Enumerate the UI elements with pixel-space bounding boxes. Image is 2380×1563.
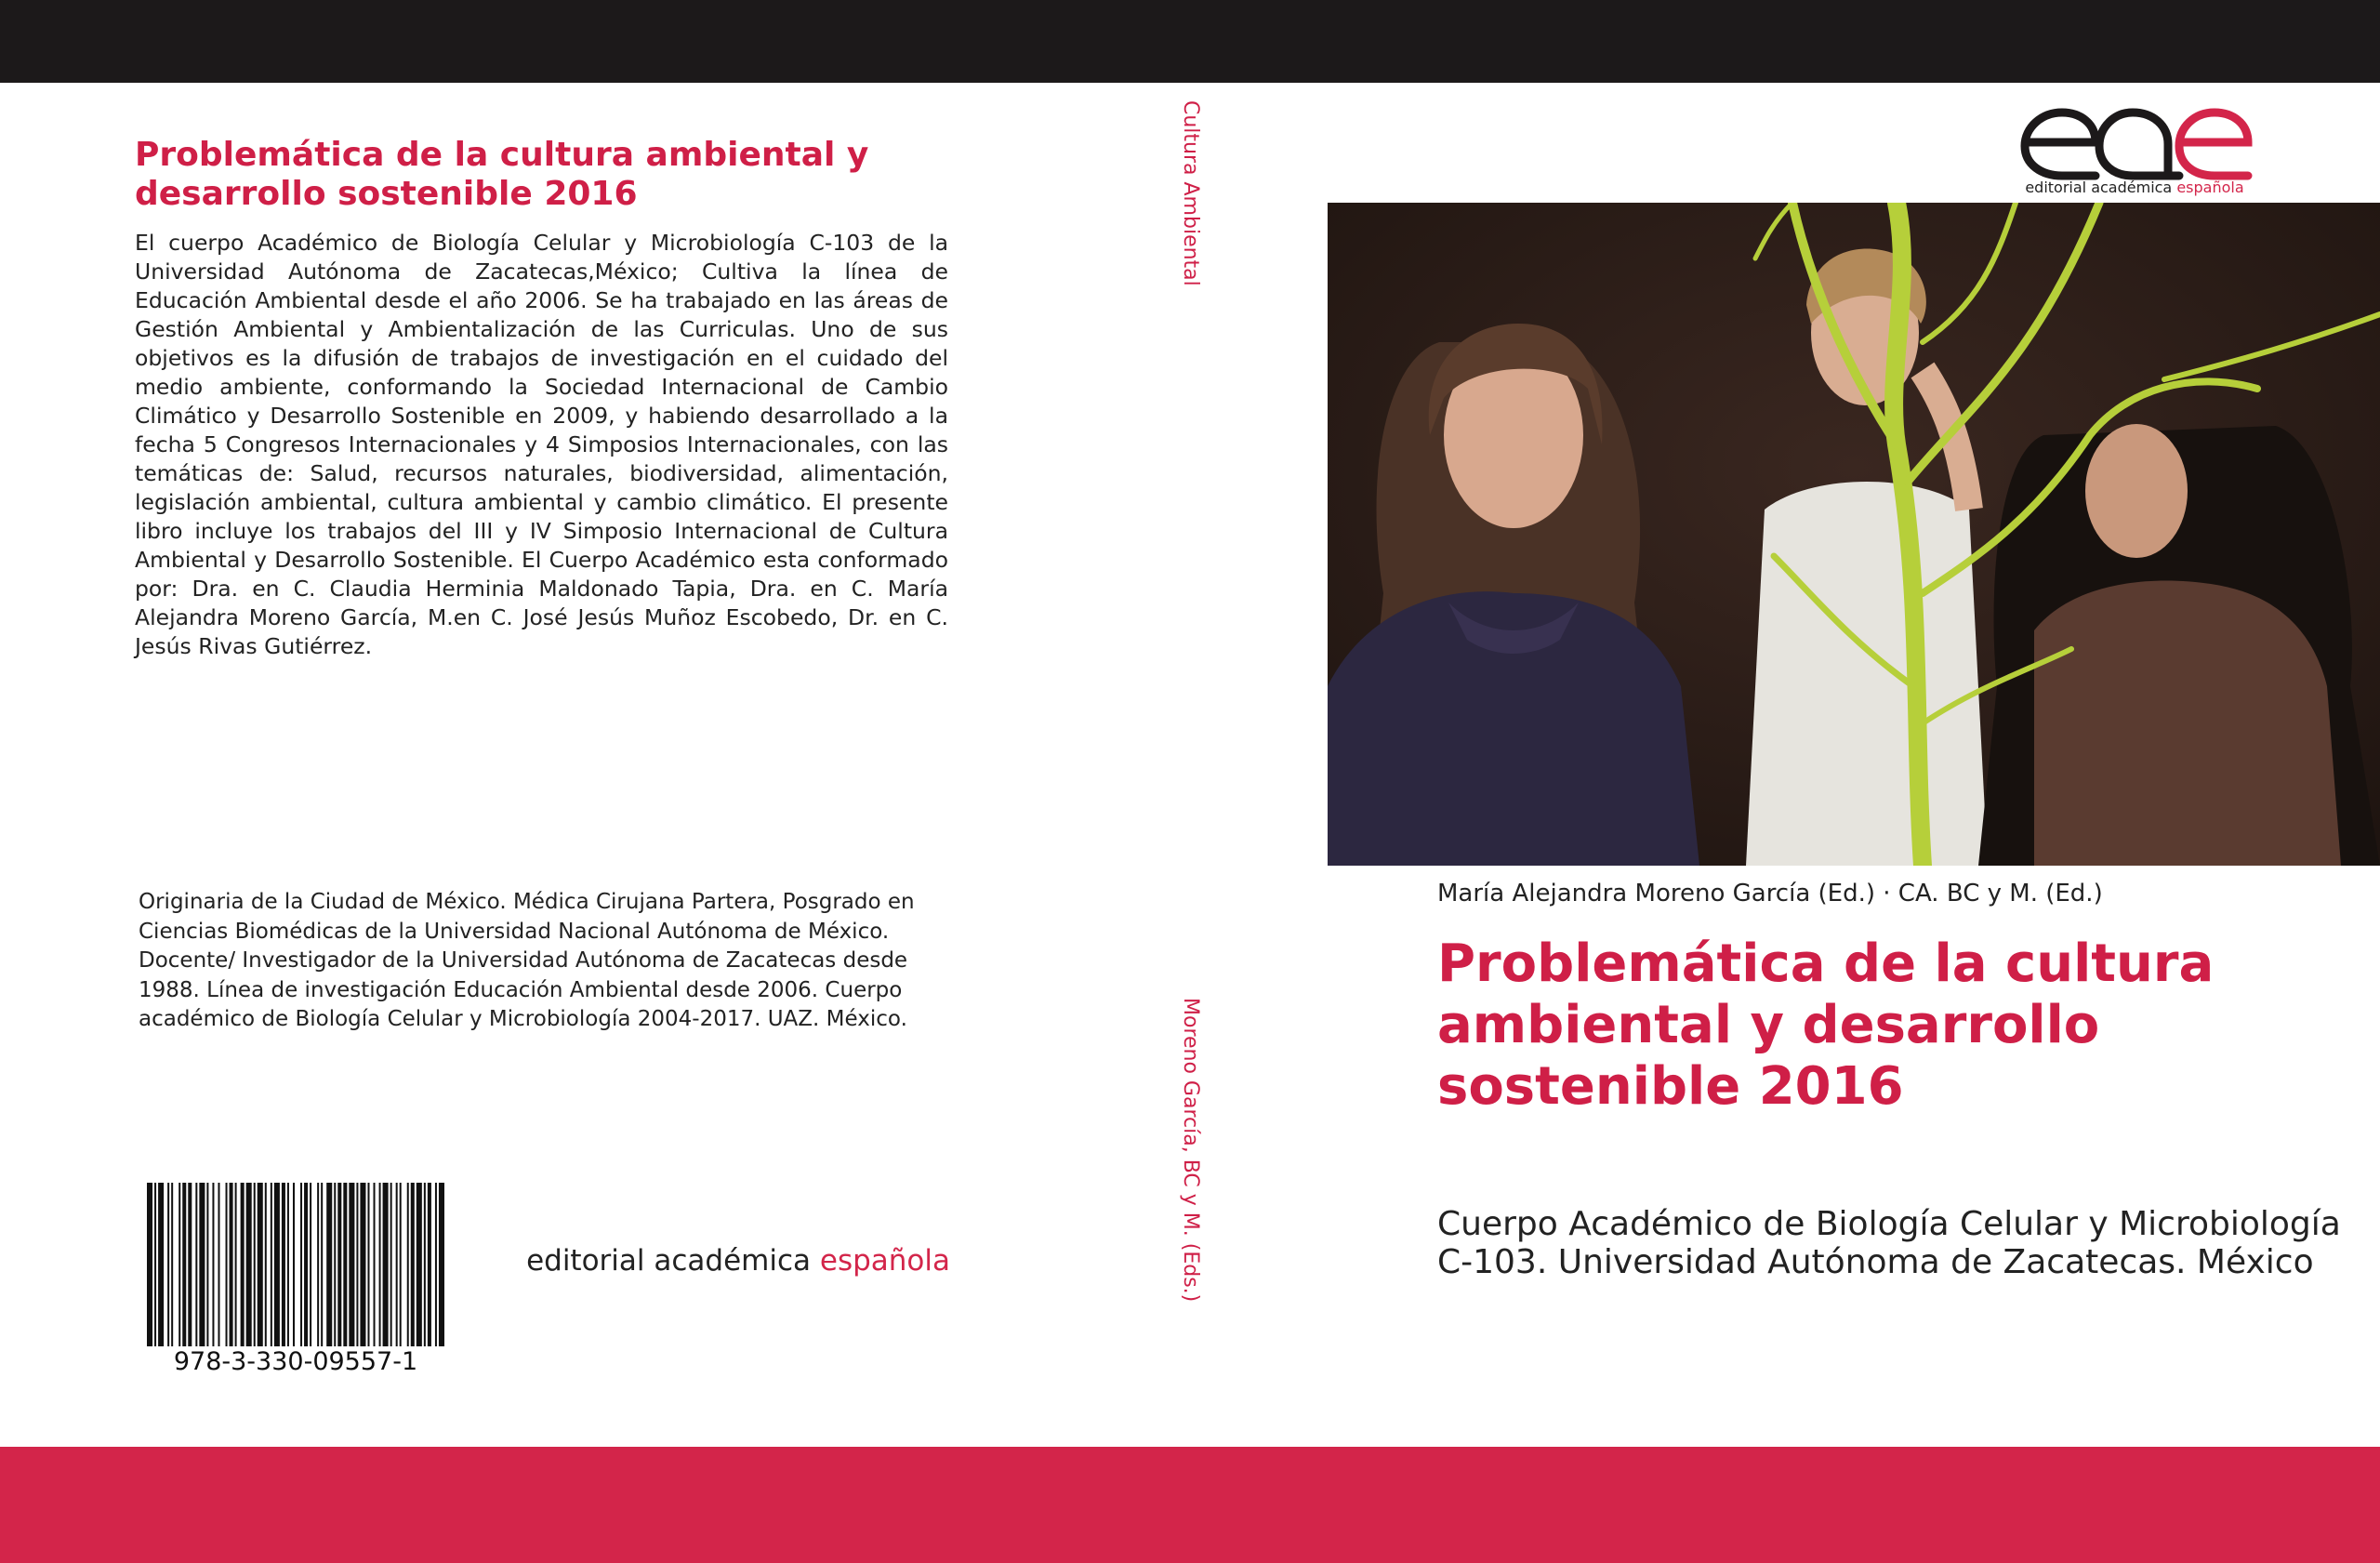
spine-editors: Moreno García, BC y M. (Eds.) (1179, 998, 1202, 1303)
barcode-bar (407, 1183, 409, 1346)
barcode-bar (396, 1183, 398, 1346)
barcode-bar (379, 1183, 381, 1346)
publisher-name-main: editorial académica (526, 1244, 820, 1278)
barcode-bar (147, 1183, 152, 1346)
barcode-bar (411, 1183, 415, 1346)
barcode-bar (390, 1183, 392, 1346)
barcode-bar (360, 1183, 365, 1346)
author-biography: Originaria de la Ciudad de México. Médica Cirujana Partera, Posgrado en Ciencias Biomédicas de la Universidad Nacional Autónoma de México. Docente/ Investigador de la Universidad Autónoma de Zacatecas desde 1988. Línea de investigación Educación Ambiental desde 2006. Cuerpo académico de Biología Celular y Microbiología 2004-2017. UAZ. México. (139, 890, 915, 1031)
barcode-bar (383, 1183, 389, 1346)
barcode-bar (439, 1183, 444, 1346)
barcode-bar (254, 1183, 256, 1346)
barcode-bar (235, 1183, 237, 1346)
barcode-bar (416, 1183, 422, 1346)
barcode-bar (435, 1183, 437, 1346)
back-cover-title: Problemática de la cultura ambiental y desarrollo sostenible 2016 (135, 136, 869, 213)
logo-caption (2016, 179, 2254, 197)
barcode-bar (178, 1183, 180, 1346)
cover-photo (1328, 203, 2380, 866)
cover-photo-illustration (1328, 203, 2380, 866)
barcode-bar (400, 1183, 402, 1346)
barcode-bar (199, 1183, 205, 1346)
spine-series-title: Cultura Ambiental (1179, 100, 1202, 286)
front-cover-title: Problemática de la cultura ambiental y desarrollo sostenible 2016 (1437, 934, 2215, 1117)
back-publisher-name (504, 1242, 950, 1279)
barcode-bar (317, 1183, 319, 1346)
barcode-bar (367, 1183, 369, 1346)
barcode-bar (300, 1183, 302, 1346)
barcode-bar (356, 1183, 358, 1346)
isbn-number: 978-3-330-09557-1 (173, 1347, 418, 1376)
barcode-bar (167, 1183, 169, 1346)
barcode-bar (293, 1183, 295, 1346)
barcode-bar (304, 1183, 308, 1346)
barcode-bar (337, 1183, 341, 1346)
barcode-bar (428, 1183, 431, 1346)
isbn-barcode (147, 1183, 449, 1383)
publisher-name-accent: española (819, 1244, 950, 1278)
logo-caption-accent: española (2176, 179, 2244, 196)
barcode-bar (287, 1183, 289, 1346)
barcode-bar (182, 1183, 186, 1346)
top-dark-band (0, 0, 2380, 83)
barcode-bar (218, 1183, 219, 1346)
barcode-bars (147, 1183, 444, 1346)
front-cover-editors: María Alejandra Moreno García (Ed.) · CA. BC y M. (Ed.) (1437, 880, 2103, 907)
barcode-bar (258, 1183, 263, 1346)
barcode-bar (230, 1183, 233, 1346)
barcode-bar (265, 1183, 267, 1346)
barcode-bar (334, 1183, 336, 1346)
barcode-bar (274, 1183, 280, 1346)
barcode-bar (154, 1183, 156, 1346)
barcode-bar (171, 1183, 173, 1346)
barcode-bar (188, 1183, 192, 1346)
logo-caption-main: editorial académica (2025, 179, 2177, 196)
barcode-bar (310, 1183, 311, 1346)
person-right-figure (1978, 424, 2380, 866)
barcode-bar (282, 1183, 285, 1346)
barcode-bar (206, 1183, 208, 1346)
barcode-bar (226, 1183, 228, 1346)
barcode-bar (374, 1183, 376, 1346)
barcode-bar (424, 1183, 426, 1346)
back-cover-blurb: El cuerpo Académico de Biología Celular y Microbiología C-103 de la Universidad Autónoma de Zacatecas,México; Cultiva la línea de Educación Ambiental desde el año 2006. Se ha trabajado en las áreas de Gestión Ambiental y Ambientalización de las Curriculas. Uno de sus objetivos es la difusión de trabajos de investigación en el cuidado del medio ambiente, conformando la Sociedad Internacional de Cambio Climático y Desarrollo Sostenible en 2009, y habiendo desarrollado a la fecha 5 Congresos Internacionales y 4 Simposios Internacionales, con las temáticas de: Salud, recursos naturales, biodiversidad, alimentación, legislación ambiental, cultura ambiental y cambio climático. El presente libro incluye los trabajos del III y IV Simposio Internacional de Cultura Ambiental y Desarrollo Sostenible. El Cuerpo Académico esta conformado por: Dra. en C. Claudia Herminia Maldonado Tapia, Dra. en C. María Alejandra Moreno García, M.en C. José Jesús Muñoz Escobedo, Dr. en C. Jesús Rivas Gutiérrez. (135, 230, 948, 659)
barcode-bar (195, 1183, 197, 1346)
barcode-bar (343, 1183, 347, 1346)
barcode-bar (326, 1183, 332, 1346)
barcode-bar (271, 1183, 272, 1346)
barcode-bar (212, 1183, 214, 1346)
barcode-bar (158, 1183, 164, 1346)
barcode-bar (241, 1183, 245, 1346)
barcode-bar (349, 1183, 354, 1346)
barcode-bar (246, 1183, 252, 1346)
bottom-red-band (0, 1447, 2380, 1563)
front-cover-subtitle: Cuerpo Académico de Biología Celular y Microbiología C-103. Universidad Autónoma de Zacatecas. México (1437, 1205, 2341, 1281)
barcode-bar (321, 1183, 323, 1346)
